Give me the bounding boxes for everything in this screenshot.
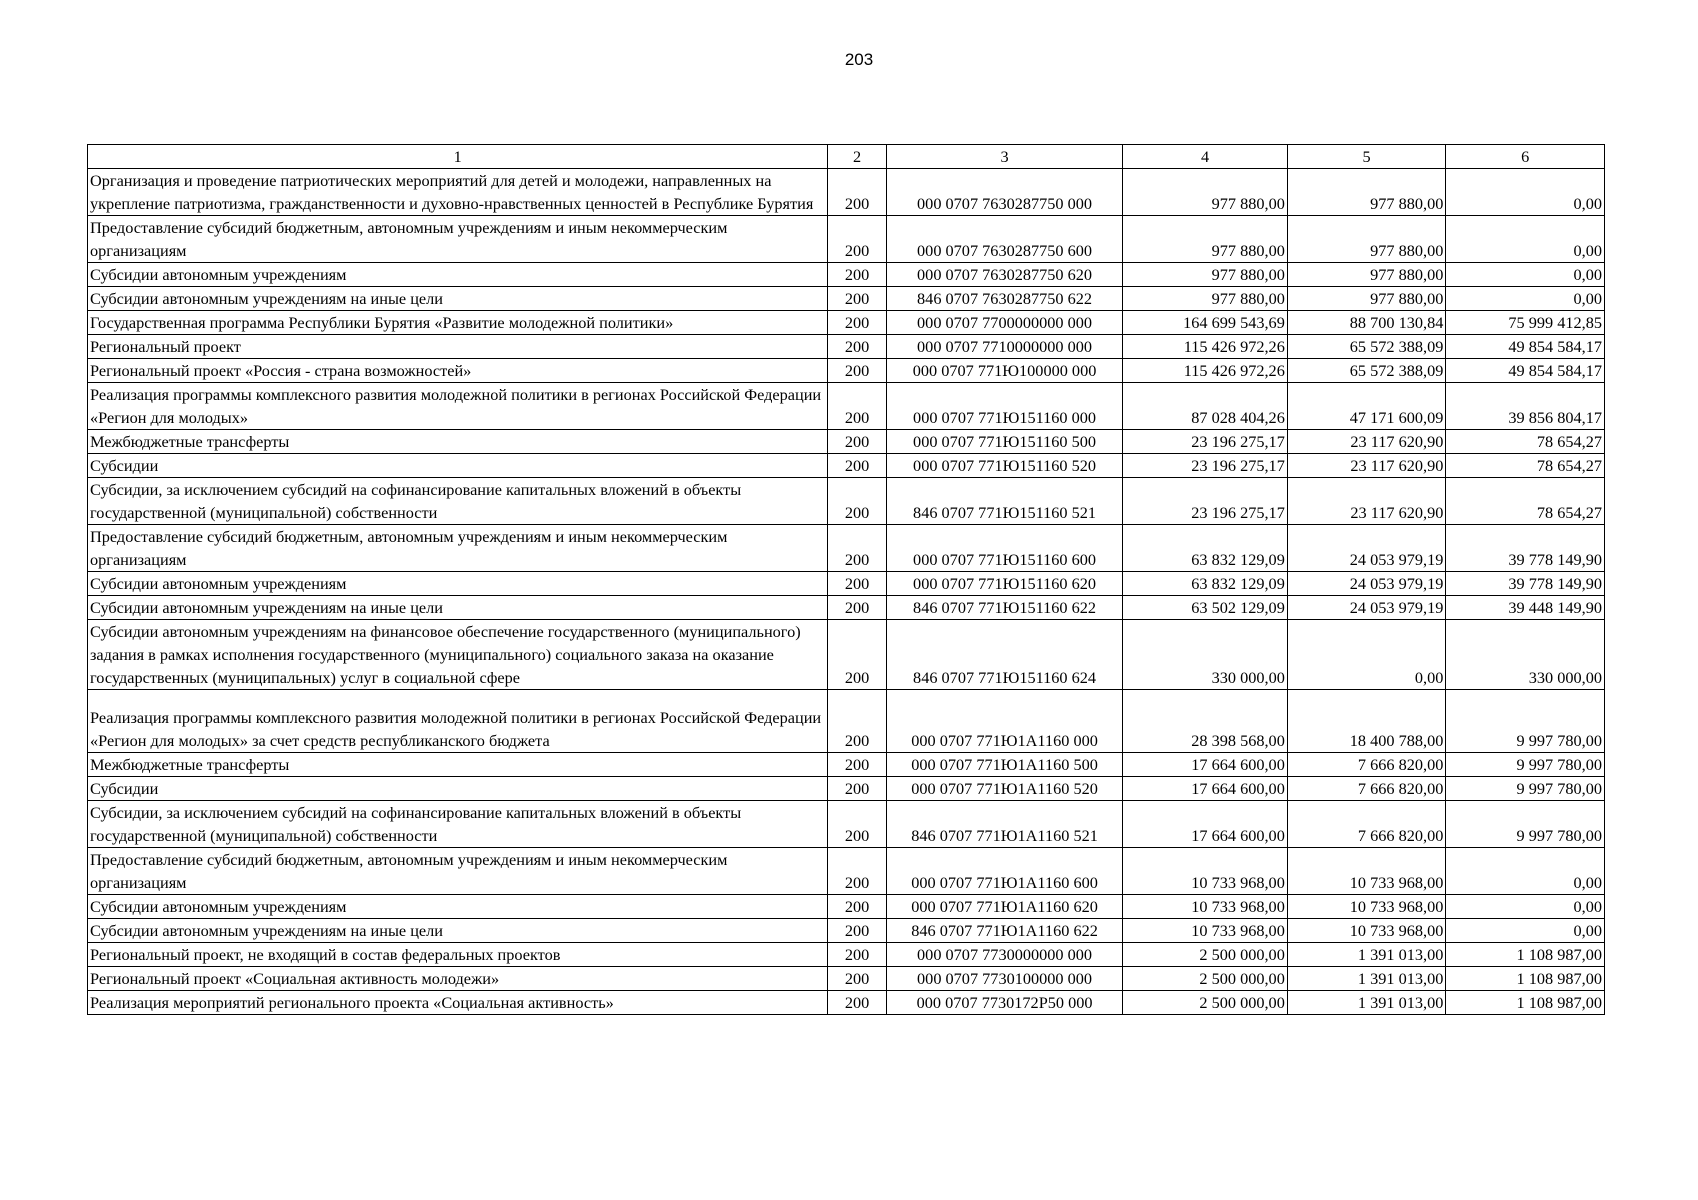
- page-number: 203: [844, 50, 874, 69]
- row-amount-col5: 10 733 968,00: [1287, 895, 1446, 919]
- row-code: 200: [828, 991, 887, 1015]
- row-classifier: 000 0707 7630287750 620: [886, 263, 1122, 287]
- row-amount-col5: 977 880,00: [1287, 263, 1446, 287]
- row-code: 200: [828, 169, 887, 216]
- row-classifier: 000 0707 7730172Р50 000: [886, 991, 1122, 1015]
- row-name: Субсидии автономным учреждениям на иные цели: [88, 596, 828, 620]
- row-classifier: 000 0707 7700000000 000: [886, 311, 1122, 335]
- row-name: Субсидии автономным учреждениям на иные цели: [88, 919, 828, 943]
- row-amount-col6: 39 856 804,17: [1446, 383, 1605, 430]
- row-amount-col4: 115 426 972,26: [1123, 335, 1288, 359]
- row-name: Субсидии: [88, 454, 828, 478]
- row-amount-col4: 10 733 968,00: [1123, 919, 1288, 943]
- row-amount-col6: 9 997 780,00: [1446, 777, 1605, 801]
- row-amount-col4: 87 028 404,26: [1123, 383, 1288, 430]
- row-code: 200: [828, 895, 887, 919]
- row-amount-col4: 977 880,00: [1123, 169, 1288, 216]
- row-amount-col6: 9 997 780,00: [1446, 801, 1605, 848]
- row-amount-col6: 0,00: [1446, 848, 1605, 895]
- table-row: [88, 801, 1605, 848]
- row-amount-col4: 63 832 129,09: [1123, 572, 1288, 596]
- row-amount-col5: 7 666 820,00: [1287, 753, 1446, 777]
- row-amount-col6: 39 448 149,90: [1446, 596, 1605, 620]
- table-row: [88, 895, 1605, 919]
- table-row: [88, 287, 1605, 311]
- row-amount-col6: 9 997 780,00: [1446, 753, 1605, 777]
- row-code: 200: [828, 454, 887, 478]
- row-name: Субсидии, за исключением субсидий на софинансирование капитальных вложений в объекты государственной (муниципальной) собственности: [88, 478, 828, 525]
- row-code: 200: [828, 943, 887, 967]
- row-name: Реализация программы комплексного развития молодежной политики в регионах Российской Федерации «Регион для молодых»: [88, 383, 828, 430]
- row-classifier: 000 0707 771Ю1А1160 500: [886, 753, 1122, 777]
- row-name: Субсидии: [88, 777, 828, 801]
- row-amount-col5: 1 391 013,00: [1287, 991, 1446, 1015]
- row-amount-col4: 2 500 000,00: [1123, 967, 1288, 991]
- row-amount-col5: 18 400 788,00: [1287, 690, 1446, 753]
- row-amount-col6: 0,00: [1446, 919, 1605, 943]
- row-name: Региональный проект, не входящий в состав федеральных проектов: [88, 943, 828, 967]
- table-row: [88, 430, 1605, 454]
- row-amount-col5: 10 733 968,00: [1287, 848, 1446, 895]
- row-classifier: 000 0707 771Ю151160 000: [886, 383, 1122, 430]
- table-row: [88, 690, 1605, 753]
- row-classifier: 846 0707 771Ю1А1160 521: [886, 801, 1122, 848]
- row-amount-col5: 1 391 013,00: [1287, 943, 1446, 967]
- row-amount-col5: 10 733 968,00: [1287, 919, 1446, 943]
- row-classifier: 000 0707 771Ю151160 520: [886, 454, 1122, 478]
- table-row: [88, 359, 1605, 383]
- row-amount-col6: 0,00: [1446, 263, 1605, 287]
- row-amount-col6: 330 000,00: [1446, 620, 1605, 690]
- row-name: Субсидии автономным учреждениям: [88, 263, 828, 287]
- row-amount-col5: 24 053 979,19: [1287, 596, 1446, 620]
- row-amount-col6: 78 654,27: [1446, 430, 1605, 454]
- row-name: Субсидии автономным учреждениям: [88, 895, 828, 919]
- row-amount-col6: 1 108 987,00: [1446, 991, 1605, 1015]
- row-amount-col4: 115 426 972,26: [1123, 359, 1288, 383]
- row-classifier: 000 0707 771Ю151160 600: [886, 525, 1122, 572]
- table-row: [88, 943, 1605, 967]
- row-code: 200: [828, 359, 887, 383]
- row-amount-col4: 17 664 600,00: [1123, 753, 1288, 777]
- table-row: [88, 596, 1605, 620]
- budget-table: [87, 144, 1605, 1015]
- row-amount-col6: 78 654,27: [1446, 454, 1605, 478]
- row-amount-col4: 28 398 568,00: [1123, 690, 1288, 753]
- column-header-4: 4: [1123, 145, 1288, 169]
- row-code: 200: [828, 430, 887, 454]
- table-row: [88, 991, 1605, 1015]
- table-row: [88, 572, 1605, 596]
- row-amount-col4: 63 502 129,09: [1123, 596, 1288, 620]
- row-amount-col4: 23 196 275,17: [1123, 430, 1288, 454]
- row-code: 200: [828, 777, 887, 801]
- row-amount-col6: 49 854 584,17: [1446, 335, 1605, 359]
- table-body: [88, 169, 1605, 1015]
- row-classifier: 846 0707 771Ю1А1160 622: [886, 919, 1122, 943]
- row-classifier: 000 0707 771Ю1А1160 520: [886, 777, 1122, 801]
- row-code: 200: [828, 919, 887, 943]
- row-amount-col4: 2 500 000,00: [1123, 943, 1288, 967]
- row-amount-col6: 0,00: [1446, 895, 1605, 919]
- row-amount-col6: 75 999 412,85: [1446, 311, 1605, 335]
- row-classifier: 846 0707 771Ю151160 622: [886, 596, 1122, 620]
- table-row: [88, 454, 1605, 478]
- row-name: Организация и проведение патриотических мероприятий для детей и молодежи, направленных на укрепление патриотизма, гражданственности и духовно-нравственных ценностей в Республике Бурятия: [88, 169, 828, 216]
- column-header-6: 6: [1446, 145, 1605, 169]
- row-amount-col4: 17 664 600,00: [1123, 801, 1288, 848]
- row-amount-col4: 10 733 968,00: [1123, 848, 1288, 895]
- row-amount-col6: 1 108 987,00: [1446, 943, 1605, 967]
- row-name: Субсидии автономным учреждениям на финансовое обеспечение государственного (муниципального) задания в рамках исполнения государственного (муниципального) социального заказа на оказание государственных (муниципальных) услуг в социальной сфере: [88, 620, 828, 690]
- row-amount-col5: 7 666 820,00: [1287, 777, 1446, 801]
- row-amount-col6: 39 778 149,90: [1446, 525, 1605, 572]
- row-amount-col5: 23 117 620,90: [1287, 478, 1446, 525]
- row-amount-col6: 39 778 149,90: [1446, 572, 1605, 596]
- row-code: 200: [828, 967, 887, 991]
- table-row: [88, 753, 1605, 777]
- row-amount-col6: 1 108 987,00: [1446, 967, 1605, 991]
- column-header-2: 2: [828, 145, 887, 169]
- row-name: Реализация программы комплексного развития молодежной политики в регионах Российской Федерации «Регион для молодых» за счет средств республиканского бюджета: [88, 690, 828, 753]
- row-code: 200: [828, 620, 887, 690]
- row-code: 200: [828, 848, 887, 895]
- table-row: [88, 335, 1605, 359]
- table-row: [88, 967, 1605, 991]
- row-classifier: 000 0707 7710000000 000: [886, 335, 1122, 359]
- row-classifier: 000 0707 771Ю151160 500: [886, 430, 1122, 454]
- row-amount-col5: 24 053 979,19: [1287, 572, 1446, 596]
- row-code: 200: [828, 311, 887, 335]
- column-header-3: 3: [886, 145, 1122, 169]
- row-classifier: 000 0707 771Ю100000 000: [886, 359, 1122, 383]
- row-amount-col5: 65 572 388,09: [1287, 359, 1446, 383]
- row-code: 200: [828, 801, 887, 848]
- row-amount-col4: 23 196 275,17: [1123, 454, 1288, 478]
- row-code: 200: [828, 335, 887, 359]
- row-amount-col4: 17 664 600,00: [1123, 777, 1288, 801]
- row-name: Субсидии автономным учреждениям на иные цели: [88, 287, 828, 311]
- row-code: 200: [828, 753, 887, 777]
- row-amount-col5: 977 880,00: [1287, 216, 1446, 263]
- row-classifier: 000 0707 771Ю151160 620: [886, 572, 1122, 596]
- row-name: Предоставление субсидий бюджетным, автономным учреждениям и иным некоммерческим организациям: [88, 216, 828, 263]
- row-amount-col4: 10 733 968,00: [1123, 895, 1288, 919]
- row-name: Региональный проект «Россия - страна возможностей»: [88, 359, 828, 383]
- table-row: [88, 919, 1605, 943]
- table-row: [88, 216, 1605, 263]
- row-amount-col5: 47 171 600,09: [1287, 383, 1446, 430]
- row-amount-col6: 49 854 584,17: [1446, 359, 1605, 383]
- row-amount-col4: 23 196 275,17: [1123, 478, 1288, 525]
- row-amount-col5: 23 117 620,90: [1287, 454, 1446, 478]
- row-amount-col5: 1 391 013,00: [1287, 967, 1446, 991]
- row-amount-col6: 0,00: [1446, 287, 1605, 311]
- row-name: Региональный проект: [88, 335, 828, 359]
- row-amount-col5: 0,00: [1287, 620, 1446, 690]
- column-header-1: 1: [88, 145, 828, 169]
- row-classifier: 000 0707 7730000000 000: [886, 943, 1122, 967]
- row-amount-col6: 78 654,27: [1446, 478, 1605, 525]
- table-row: [88, 478, 1605, 525]
- row-name: Предоставление субсидий бюджетным, автономным учреждениям и иным некоммерческим организациям: [88, 525, 828, 572]
- row-name: Межбюджетные трансферты: [88, 430, 828, 454]
- row-amount-col4: 977 880,00: [1123, 216, 1288, 263]
- row-amount-col4: 977 880,00: [1123, 263, 1288, 287]
- row-classifier: 000 0707 771Ю1А1160 000: [886, 690, 1122, 753]
- row-amount-col4: 164 699 543,69: [1123, 311, 1288, 335]
- row-classifier: 000 0707 7630287750 600: [886, 216, 1122, 263]
- row-code: 200: [828, 572, 887, 596]
- row-name: Предоставление субсидий бюджетным, автономным учреждениям и иным некоммерческим организациям: [88, 848, 828, 895]
- table-row: [88, 848, 1605, 895]
- table-row: [88, 263, 1605, 287]
- row-code: 200: [828, 216, 887, 263]
- row-amount-col4: 330 000,00: [1123, 620, 1288, 690]
- table-row: [88, 169, 1605, 216]
- row-amount-col6: 0,00: [1446, 169, 1605, 216]
- row-code: 200: [828, 263, 887, 287]
- row-amount-col5: 23 117 620,90: [1287, 430, 1446, 454]
- row-classifier: 000 0707 7630287750 000: [886, 169, 1122, 216]
- table-row: [88, 620, 1605, 690]
- row-amount-col5: 24 053 979,19: [1287, 525, 1446, 572]
- row-name: Субсидии, за исключением субсидий на софинансирование капитальных вложений в объекты государственной (муниципальной) собственности: [88, 801, 828, 848]
- table-row: [88, 777, 1605, 801]
- row-classifier: 000 0707 7730100000 000: [886, 967, 1122, 991]
- row-code: 200: [828, 690, 887, 753]
- row-name: Реализация мероприятий регионального проекта «Социальная активность»: [88, 991, 828, 1015]
- row-code: 200: [828, 287, 887, 311]
- row-code: 200: [828, 383, 887, 430]
- row-name: Региональный проект «Социальная активность молодежи»: [88, 967, 828, 991]
- row-amount-col4: 63 832 129,09: [1123, 525, 1288, 572]
- row-code: 200: [828, 525, 887, 572]
- row-classifier: 000 0707 771Ю1А1160 620: [886, 895, 1122, 919]
- row-amount-col4: 2 500 000,00: [1123, 991, 1288, 1015]
- row-amount-col5: 977 880,00: [1287, 169, 1446, 216]
- row-amount-col5: 7 666 820,00: [1287, 801, 1446, 848]
- row-name: Государственная программа Республики Бурятия «Развитие молодежной политики»: [88, 311, 828, 335]
- row-name: Субсидии автономным учреждениям: [88, 572, 828, 596]
- row-classifier: 846 0707 771Ю151160 521: [886, 478, 1122, 525]
- row-code: 200: [828, 596, 887, 620]
- row-amount-col5: 65 572 388,09: [1287, 335, 1446, 359]
- row-amount-col4: 977 880,00: [1123, 287, 1288, 311]
- row-amount-col6: 9 997 780,00: [1446, 690, 1605, 753]
- table-header-row: [88, 145, 1605, 169]
- row-amount-col6: 0,00: [1446, 216, 1605, 263]
- row-classifier: 846 0707 771Ю151160 624: [886, 620, 1122, 690]
- row-amount-col5: 977 880,00: [1287, 287, 1446, 311]
- column-header-5: 5: [1287, 145, 1446, 169]
- table-row: [88, 383, 1605, 430]
- row-code: 200: [828, 478, 887, 525]
- row-classifier: 846 0707 7630287750 622: [886, 287, 1122, 311]
- row-name: Межбюджетные трансферты: [88, 753, 828, 777]
- row-classifier: 000 0707 771Ю1А1160 600: [886, 848, 1122, 895]
- row-amount-col5: 88 700 130,84: [1287, 311, 1446, 335]
- table-row: [88, 525, 1605, 572]
- table-row: [88, 311, 1605, 335]
